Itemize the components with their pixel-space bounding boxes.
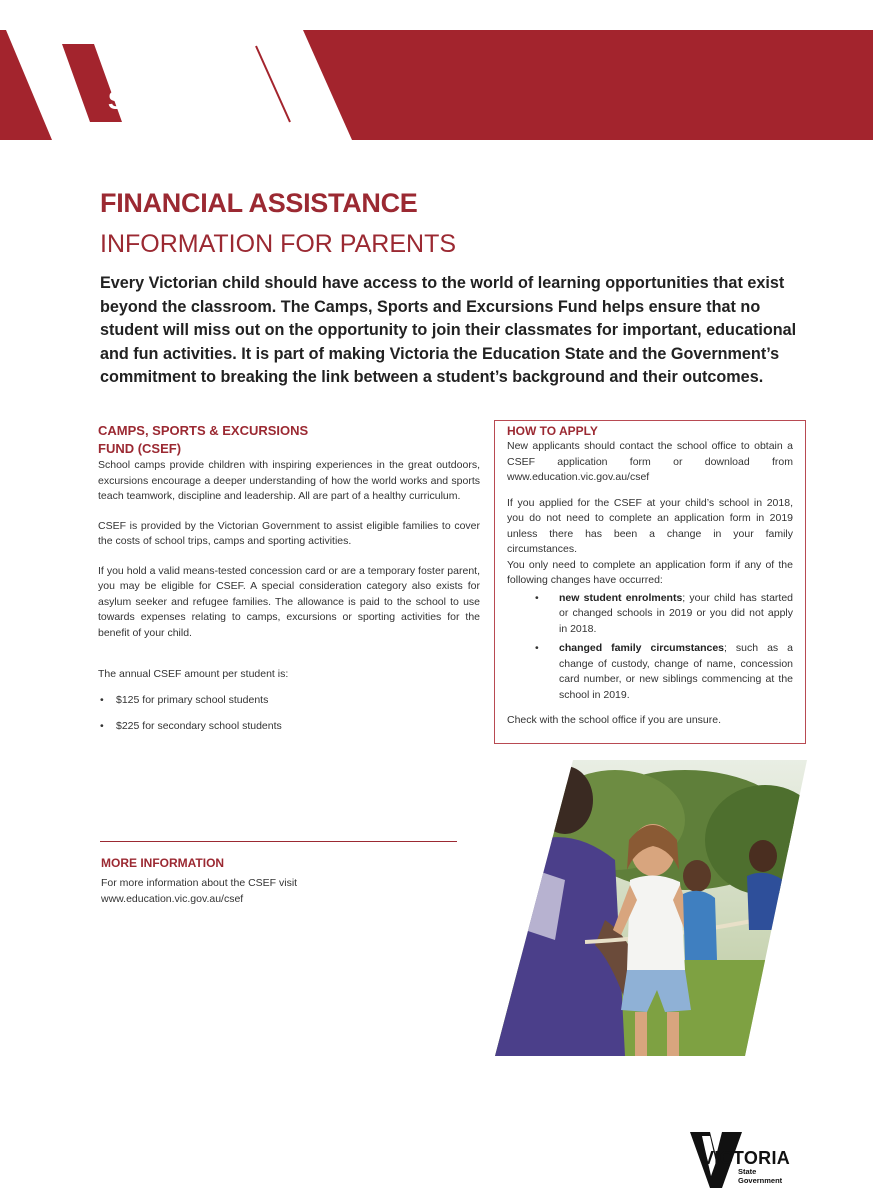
apply-closing: Check with the school office if you are unsure. [507, 714, 722, 726]
more-info-link[interactable]: www.education.vic.gov.au/csef [101, 892, 244, 905]
csef-paragraph-2: CSEF is provided by the Victorian Government to assist eligible families to cover the costs of school trips, camps and sporting activities. [98, 519, 480, 547]
state-government-label [738, 1168, 782, 1185]
amount-list [98, 693, 480, 735]
csef-paragraph-3: If you hold a valid means-tested concession card or are a temporary foster parent, you may be eligible for CSEF. A special consideration category also exists for asylum seeker and refugee families. The allowance is paid to the school to use towards expenses relating to camps, excursions or sporting activities for the benefit of your child. [98, 564, 480, 639]
page-title: FINANCIAL ASSISTANCE [100, 188, 418, 218]
list-item [98, 693, 480, 709]
logo-line-state: STATE [108, 87, 184, 116]
change-item-title: changed family circumstances [559, 642, 725, 654]
intro-paragraph: Every Victorian child should have access to the world of learning opportunities that exist beyond the classroom. The Camps, Sports and Excursions Fund helps ensure that no student will miss out on the opportunity to join their classmates for important, educational and fun activities. It is part of making Victoria the Education State and the Government’s commitment to breaking the link between a student’s background and their outcomes. [100, 274, 797, 386]
csef-heading-line2: FUND (CSEF) [98, 441, 182, 456]
csef-heading [98, 422, 480, 458]
bullet-icon: • [100, 720, 104, 732]
list-item [507, 641, 793, 703]
list-item [507, 591, 793, 638]
csef-heading-line1: CAMPS, SPORTS & EXCURSIONS [98, 423, 309, 438]
change-item-title: new student enrolments [559, 591, 683, 604]
more-info-heading: MORE INFORMATION [101, 856, 225, 870]
education-state-logo [108, 48, 251, 116]
csef-paragraph-1: School camps provide children with inspiring experiences in the great outdoors, excursions encourage a deeper understanding of how the world works and sports teach teamwork, discipline and leadership. All are part of a healthy curriculum. [98, 459, 480, 502]
bullet-icon: • [100, 693, 104, 706]
annual-amount-label: The annual CSEF amount per student is: [98, 668, 289, 680]
amount-primary: $125 for primary school students [116, 693, 269, 706]
logo-line-education: EDUCATION [108, 64, 251, 93]
amount-secondary: $225 for secondary school students [116, 720, 282, 732]
apply-paragraph-2: If you applied for the CSEF at your child’s school in 2018, you do not need to complete an application form in 2019 unless there has been a change in your family circumstances. [507, 496, 793, 555]
how-to-apply-box [494, 420, 806, 744]
bullet-icon: • [535, 642, 539, 654]
state-label: State [738, 1167, 757, 1176]
children-tug-of-war-photo [495, 760, 807, 1056]
list-item [98, 719, 480, 735]
how-to-apply-heading: HOW TO APPLY [507, 424, 598, 438]
page-subtitle: INFORMATION FOR PARENTS [100, 230, 457, 258]
more-info-text: For more information about the CSEF visit [101, 877, 298, 889]
section-divider [100, 841, 457, 842]
more-information-section [101, 854, 461, 907]
apply-paragraph-1: New applicants should contact the school office to obtain a CSEF application form or download from www.education.vic.gov.au/csef [507, 440, 793, 483]
change-list [507, 591, 793, 704]
logo-line-the: THE [108, 48, 148, 69]
change-item-text: ; your child has started or changed schools in 2019 or you did not apply in 2018. [559, 591, 793, 635]
government-label: Government [738, 1175, 783, 1185]
csef-section [98, 422, 480, 746]
bullet-icon: • [535, 591, 539, 604]
apply-paragraph-3: You only need to complete an application form if any of the following changes have occurred: [507, 558, 793, 586]
change-item-text: ; such as a change of custody, change of name, concession card number, or new siblings commencing at the school in 2019. [559, 642, 793, 701]
victoria-wordmark: VICTORIA [702, 1148, 791, 1168]
